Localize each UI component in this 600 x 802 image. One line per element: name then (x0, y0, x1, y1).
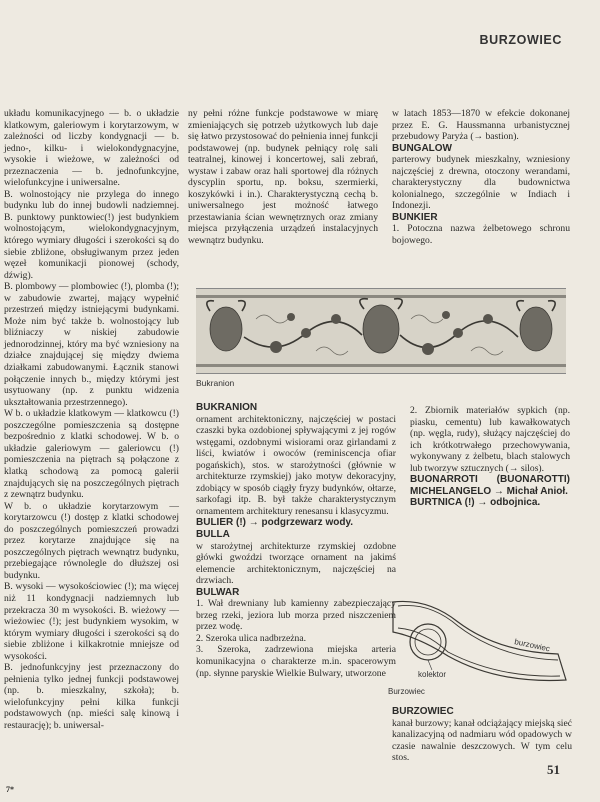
paragraph: układu komunikacyjnego — b. o układzie klatkowym, galeriowym i korytarzowym, w zależności od liczby kondygnacji — b. jedno-, kilku- i wielokondygnacyjne, wysokie i wieżowe, w zależności od przeznaczenia — b. jednofunkcyjne, wielofunkcyjne i uniwersalne. (4, 108, 179, 189)
entry-burtnica: BURTNICA (!) → odbojnica. (410, 497, 541, 509)
entry-text: parterowy budynek mieszkalny, wzniesiony najczęściej z drewna, otoczony werandami, charakterystyczny dla budownictwa kolonialnego, szczególnie w Indiach i Indonezji. (392, 154, 570, 212)
column-right-top (392, 108, 570, 247)
entry-text: 3. Szeroka, zadrzewiona miejska arteria komunikacyjna o charakterze m.in. spacerowym (np. słynne paryskie Wielkie Bulwary, utworzone (196, 644, 396, 679)
paragraph: B. jednofunkcyjny jest przeznaczony do pełnienia tylko jednej funkcji podstawowej (np. b. mieszkalny, szkoła); b. wielofunkcyjny pełni kilka funkcji podstawowych (np. mieści salę kinową i restaurację); b. uniwersal- (4, 662, 179, 731)
entry-bulier: BULIER (!) → podgrzewarz wody. (196, 517, 354, 529)
entry-heading-bulla: BULLA (196, 529, 230, 541)
paragraph: W b. o układzie korytarzowym — korytarzowcu (!) dostęp z klatki schodowej do poszczególnych pomieszczeń prowadzi przez korytarze znajdujące się na poszczególnych piętrach wewnątrz budynku, przebiegające równolegle do dłuższej osi budynku. (4, 500, 179, 581)
column-middle-bottom (196, 402, 396, 679)
column-middle-top (188, 108, 378, 247)
column-left (4, 108, 179, 732)
paragraph: B. wolnostojący nie przylega do innego budynku lub do innej budowli nadziemnej. B. punktowy punktowiec(!) jest budynkiem wolnostojącym, wielokondygnacyjnym, którego wymiary długości i szerokości są do siebie zbliżone, obsługiwanym przez jeden węzeł komunikacji pionowej (schody, dźwig). (4, 188, 179, 281)
paragraph: ny pełni różne funkcje podstawowe w miarę zmieniających się potrzeb użytkowych lub daje się łatwo przystosować do pełnienia innej funkcji podstawowej (np. budynek pełniący rolę sali teatralnej, kinowej i koncertowej, sali zebrań, wystaw i zabaw oraz hali sportowej dla różnych dyscyplin sportu, np. boksu, szermierki, koszykówki i in.). Charakterystyczną cechą b. uniwersalnego jest możność łatwego przestawiania ścian wewnętrznych oraz zmiany miejsca przyłączenia urządzeń instalacyjnych wewnątrz budynku. (188, 108, 378, 247)
entry-text: 1. Wał drewniany lub kamienny zabezpieczający brzeg rzeki, jeziora lub morza przed niszczeniem przez wodę. (196, 598, 396, 633)
column-right-bottom (410, 405, 570, 509)
entry-heading-burzowiec: BURZOWIEC (392, 706, 454, 717)
entry-heading-bunkier: BUNKIER (392, 211, 438, 223)
paragraph: W b. o układzie klatkowym — klatkowcu (!) poszczególne pomieszczenia są dostępne bezpośrednio z klatki schodowej. W b. o układzie galeriowym — galeriowcu (!) pomieszczenia na piętrach są połączone z klatką schodową za pomocą galerii znajdujących się na poszczególnych piętrach z zewnątrz budynku. (4, 408, 179, 501)
page-number: 51 (547, 762, 560, 777)
paragraph: B. plombowy — plombowiec (!), plomba (!); w zabudowie zwartej, mający wypełnić przestrzeń między istniejącymi budynkami. Może nim być także b. wolnostojący lub bliźniaczy w niskiej zabudowie jednorodzinnej, który ma być wzniesiony na działce znajdującej się między dwiema działkami zabudowanymi. Łącznik stanowi połączenie innych b., między którymi jest usytuowany (np. z punktu widzenia ukształtowania przestrzennego). (4, 281, 179, 408)
column-right-burzowiec (392, 706, 572, 764)
paragraph: B. wysoki — wysokościowiec (!); ma więcej niż 11 kondygnacji nadziemnych lub przekracza 30 m wysokości. B. wieżowy — wieżowiec (!); jest budynkiem wysokim, w którym wymiary długości i szerokości są do siebie zbliżone i kilkakrotnie mniejsze od wysokości. (4, 581, 179, 662)
label-burzowiec: burzowiec (513, 637, 551, 654)
entry-buonarroti: BUONARROTI (BUONAROTTI) MICHELANGELO → Michał Anioł. (410, 474, 570, 497)
entry-heading-bukranion: BUKRANION (196, 402, 258, 413)
burzowiec-diagram (388, 592, 573, 697)
ornament-drawing (196, 289, 566, 373)
signature-mark: 7* (6, 785, 14, 794)
entry-text: ornament architektoniczny, najczęściej w postaci czaszki byka ozdobionej spływającymi z jej rogów wstęgami, ozdobnymi wisiorami oraz girlandami z liści, kwiatów i owoców (reminiscencja ofiar pogańskich), stos. w starożytności (głównie w architekturze rzymskiej) jako motyw dekoracyjny, zdobiący w sposób ciągły fryzy budynków, ołtarze, sarkofagi itp. B. był także charakterystycznym ornamentem architektury renesansu i klasycyzmu. (196, 413, 396, 517)
pipe-outline (393, 601, 566, 680)
entry-heading-bulwar: BULWAR (196, 586, 240, 598)
entry-text: 1. Potoczna nazwa żelbetowego schronu bojowego. (392, 223, 570, 247)
entry-heading-bungalow: BUNGALOW (392, 142, 452, 154)
figure-caption: Bukranion (196, 378, 235, 388)
entry-text: w starożytnej architekturze rzymskiej ozdobne główki gwoździ tworzące ornament na jakimś elemencie architektonicznym, najczęściej na drzwiach. (196, 540, 396, 587)
entry-text: 2. Szeroka ulica nadbrzeżna. (196, 632, 307, 644)
paragraph: w latach 1853—1870 w efekcie dokonanej przez E. G. Haussmanna urbanistycznej przebudowy Paryża (→ bastion). (392, 108, 570, 143)
bukranion-ornament-figure (196, 288, 566, 374)
running-head: BURZOWIEC (479, 33, 562, 47)
entry-text: 2. Zbiornik materiałów sypkich (np. piasku, cementu) lub kawałkowatych (np. węgla, rudy), służący najczęściej do ich krótkotrwałego przechowywania, wykonywany z żelbetu, blach stalowych lub tworzyw sztucznych (→ silos). (410, 405, 570, 474)
label-kolektor: kolektor (418, 670, 447, 679)
entry-text: kanał burzowy; kanał odciążający miejską sieć kanalizacyjną od nadmiaru wód opadowych w czasie nawalnie deszczowych. W tym celu stos. (392, 717, 572, 764)
figure-caption-burzowiec: Burzowiec (388, 687, 425, 696)
